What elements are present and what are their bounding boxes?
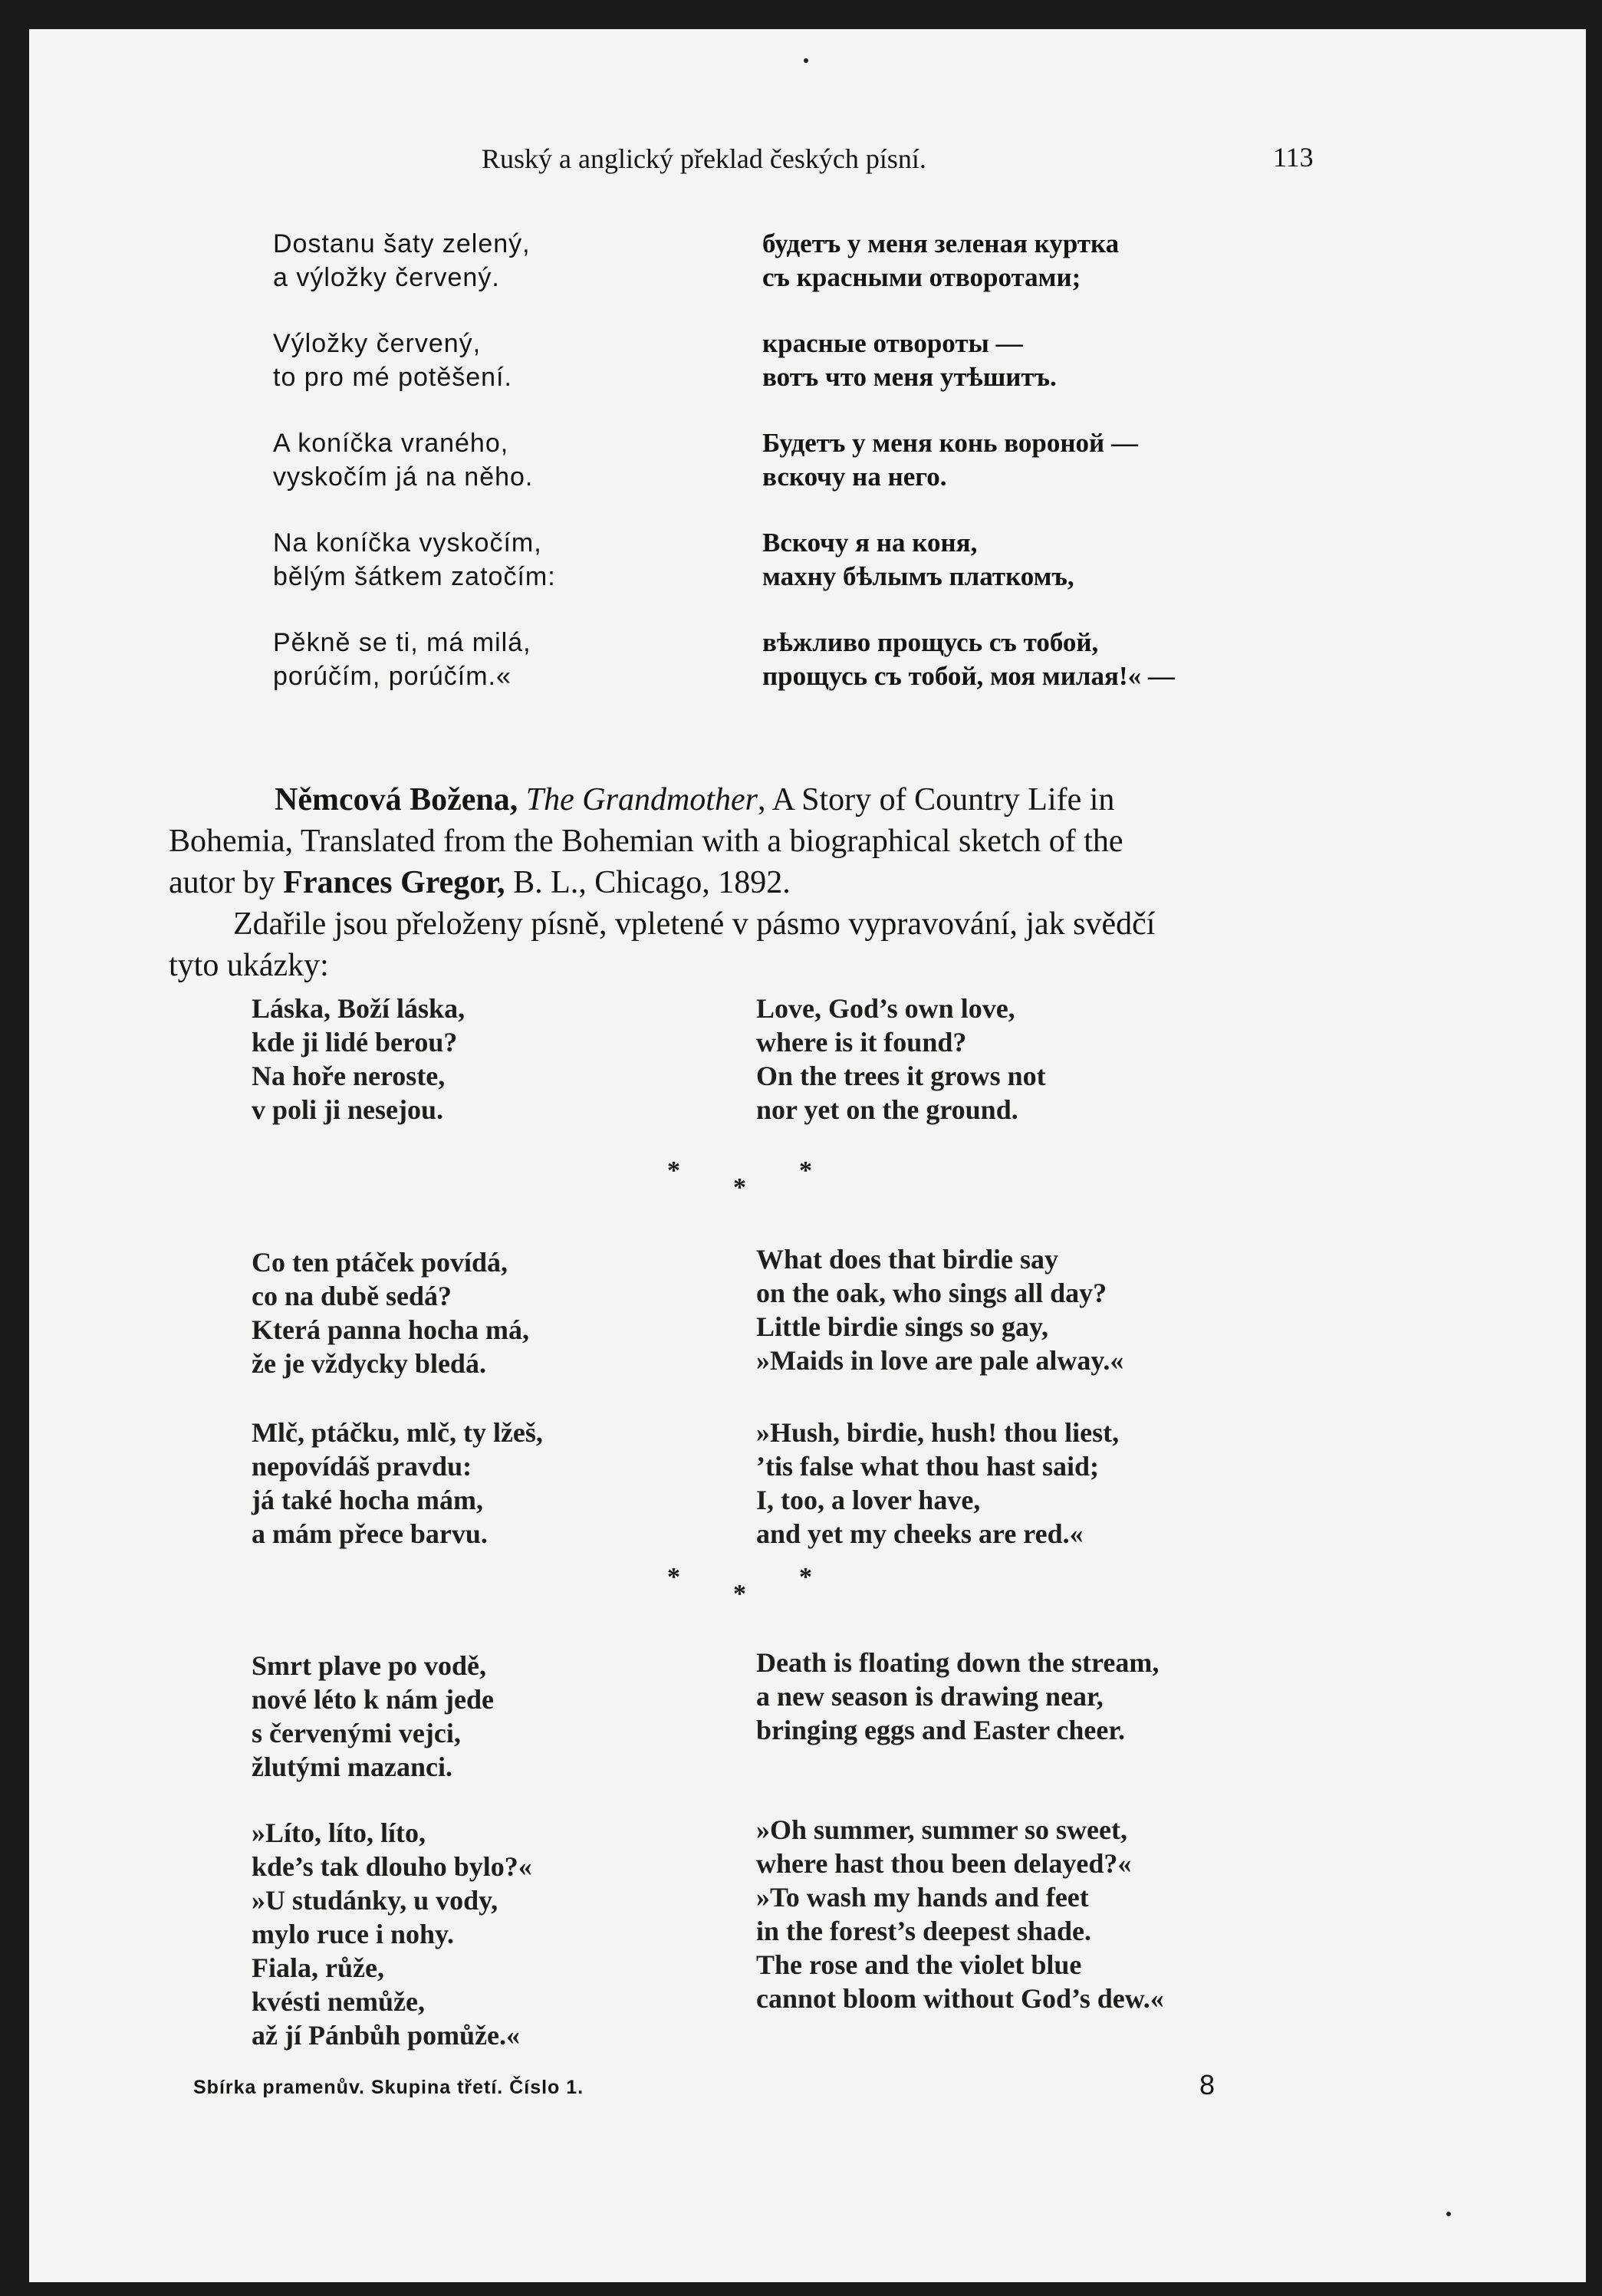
signature-mark: Sbírka pramenův. Skupina třetí. Číslo 1. [193, 2077, 584, 2098]
czech-line: bělým šátkem zatočím: [273, 562, 556, 591]
poem-line: »To wash my hands and feet [756, 1882, 1089, 1913]
poem-line: The rose and the violet blue [756, 1949, 1082, 1980]
czech-line: vyskočím já na něho. [273, 462, 534, 492]
separator-asterisk: * [667, 1563, 680, 1591]
poem-line: v poli ji nesejou. [252, 1094, 444, 1125]
page [29, 29, 1586, 2282]
poem-line: a mám přece barvu. [252, 1518, 488, 1549]
russian-stanza-3 [762, 426, 1138, 494]
poem2-english-stanza1 [756, 1242, 1123, 1377]
poem3-czech-stanza1 [252, 1649, 494, 1784]
poem-line: Která panna hocha má, [252, 1314, 530, 1345]
poem-line: Láska, Boží láska, [252, 993, 465, 1024]
poem-line: Co ten ptáček povídá, [252, 1247, 508, 1278]
poem-line: and yet my cheeks are red.« [756, 1518, 1084, 1549]
poem-line: »Maids in love are pale alway.« [756, 1345, 1124, 1376]
russian-stanza-5 [762, 626, 1175, 693]
czech-line: Pěkně se ti, má milá, [273, 628, 531, 657]
separator-asterisk: * [799, 1563, 812, 1591]
poem-line: Death is floating down the stream, [756, 1647, 1160, 1678]
czech-stanza-3 [273, 426, 533, 494]
translator-name: Frances Gregor, [283, 865, 505, 900]
poem3-english-stanza1 [756, 1646, 1159, 1747]
poem-line: Smrt plave po vodě, [252, 1650, 486, 1681]
sheet-number: 8 [1199, 2069, 1215, 2100]
separator-asterisk: * [733, 1173, 746, 1202]
poem3-czech-stanza2 [252, 1816, 532, 2052]
poem2-czech-stanza2 [252, 1416, 543, 1551]
russian-line: вѣжливо прощусь съ тобой, [762, 627, 1099, 657]
poem-line: nové léto k nám jede [252, 1684, 494, 1715]
poem-line: »Hush, birdie, hush! thou liest, [756, 1417, 1120, 1448]
czech-line: Výložky červený, [273, 329, 482, 358]
poem-line: where is it found? [756, 1027, 967, 1058]
poem-line: mylo ruce i nohy. [252, 1919, 455, 1949]
poem-line: Fiala, růže, [252, 1952, 384, 1983]
poem-line: Little birdie sings so gay, [756, 1311, 1049, 1342]
bibliographic-entry [169, 779, 1155, 986]
russian-line: Будетъ у меня конь вороной — [762, 428, 1138, 458]
russian-stanza-1 [762, 227, 1119, 294]
czech-stanza-1 [273, 227, 531, 294]
poem-line: kvésti nemůže, [252, 1986, 425, 2017]
separator-asterisk: * [799, 1156, 812, 1185]
poem-line: co na dubě sedá? [252, 1281, 452, 1311]
czech-line: to pro mé potěšení. [273, 363, 512, 392]
poem3-english-stanza2 [756, 1813, 1164, 2015]
czech-stanza-4 [273, 526, 556, 594]
poem-line: že je vždycky bledá. [252, 1348, 486, 1379]
czech-line: A koníčka vraného, [273, 429, 509, 458]
russian-stanza-2 [762, 327, 1057, 394]
poem-line: a new season is drawing near, [756, 1681, 1104, 1712]
poem-line: Na hoře neroste, [252, 1061, 446, 1091]
poem-line: Love, God’s own love, [756, 993, 1015, 1024]
poem-line: kde’s tak dlouho bylo?« [252, 1851, 532, 1882]
remark-line1: Zdařile jsou přeloženy písně, vpletené v pásmo vypravování, jak svědčí [233, 906, 1156, 942]
czech-line: Dostanu šaty zelený, [273, 229, 531, 258]
poem-line: žlutými mazanci. [252, 1752, 452, 1782]
russian-stanza-4 [762, 526, 1074, 594]
czech-stanza-5 [273, 626, 531, 693]
czech-line: a výložky červený. [273, 263, 500, 292]
poem-line: s červenými vejci, [252, 1718, 461, 1748]
poem-line: Mlč, ptáčku, mlč, ty lžeš, [252, 1417, 543, 1448]
poem-line: in the forest’s deepest shade. [756, 1916, 1091, 1946]
paper-speck [1446, 2212, 1451, 2216]
book-title: The Grandmother [525, 782, 758, 817]
russian-line: Вскочу я на коня, [762, 528, 978, 558]
poem-line: »Líto, líto, líto, [252, 1817, 426, 1848]
czech-line: Na koníčka vyskočím, [273, 528, 542, 558]
paper-speck [804, 58, 808, 63]
author-name: Němcová Božena, [275, 782, 518, 817]
russian-line: махну бѣлымъ платкомъ, [762, 561, 1074, 591]
poem-line: kde ji lidé berou? [252, 1027, 458, 1058]
poem-line: where hast thou been delayed?« [756, 1848, 1132, 1879]
poem-line: What does that birdie say [756, 1244, 1059, 1275]
poem-line: já také hocha mám, [252, 1485, 483, 1515]
czech-stanza-2 [273, 327, 512, 394]
russian-line: красные отвороты — [762, 328, 1023, 358]
poem1-english [756, 992, 1046, 1127]
poem-line: až jí Pánbůh pomůže.« [252, 2020, 521, 2051]
russian-line: вскочу на него. [762, 462, 947, 492]
entry-line1-rest: , A Story of Country Life in [757, 782, 1115, 817]
poem-line: bringing eggs and Easter cheer. [756, 1715, 1126, 1745]
russian-line: будетъ у меня зеленая куртка [762, 229, 1120, 258]
poem2-czech-stanza1 [252, 1245, 529, 1380]
poem2-english-stanza2 [756, 1416, 1119, 1551]
separator-asterisk: * [733, 1580, 746, 1608]
page-number: 113 [1273, 142, 1314, 173]
czech-line: porúčím, porúčím.« [273, 662, 512, 691]
poem-line: »Oh summer, summer so sweet, [756, 1814, 1127, 1845]
poem-line: nor yet on the ground. [756, 1094, 1018, 1125]
poem1-czech [252, 992, 465, 1127]
russian-line: съ красными отворотами; [762, 262, 1081, 292]
russian-line: вотъ что меня утѣшитъ. [762, 362, 1057, 392]
entry-line3-post: B. L., Chicago, 1892. [505, 865, 791, 900]
poem-line: On the trees it grows not [756, 1061, 1046, 1091]
poem-line: cannot bloom without God’s dew.« [756, 1983, 1164, 2014]
poem-line: ’tis false what thou hast said; [756, 1451, 1100, 1482]
running-title: Ruský a anglický překlad českých písní. [482, 143, 926, 174]
separator-asterisk: * [667, 1156, 680, 1185]
poem-line: »U studánky, u vody, [252, 1885, 498, 1916]
entry-line2: Bohemia, Translated from the Bohemian with a biographical sketch of the [169, 824, 1123, 859]
remark-line2: tyto ukázky: [169, 948, 329, 983]
poem-line: I, too, a lover have, [756, 1485, 981, 1515]
russian-line: прощусь съ тобой, моя милая!« — [762, 661, 1175, 691]
entry-line3-pre: autor by [169, 865, 284, 900]
poem-line: nepovídáš pravdu: [252, 1451, 472, 1482]
poem-line: on the oak, who sings all day? [756, 1278, 1107, 1308]
